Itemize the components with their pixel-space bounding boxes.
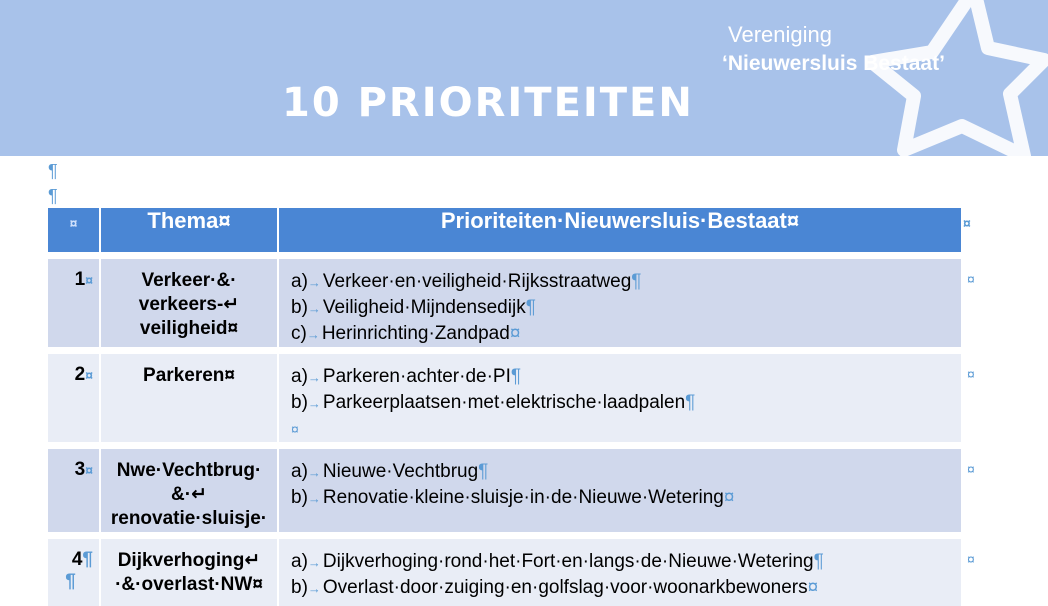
header-banner xyxy=(0,0,1048,156)
table-row xyxy=(48,351,1002,446)
list-item: a)→ Verkeer·en·veiligheid·Rijksstraatweg¶ xyxy=(291,271,642,292)
cell-end-mark: ¤ xyxy=(291,421,299,437)
header-priorities-cell: Prioriteiten·Nieuwersluis·Bestaat¤ xyxy=(278,208,962,256)
table-row xyxy=(48,536,1002,606)
list-item: a)→ Dijkverhoging·rond·het·Fort·en·langs·de·Nieuwe·Wetering¶ xyxy=(291,551,824,572)
row-priorities xyxy=(278,256,962,351)
row-end-mark: ¤ xyxy=(962,351,1002,446)
organization-name-line2: ‘Nieuwersluis Bestaat’ xyxy=(722,52,945,75)
list-item: b)→ Veiligheid·Mijndensedijk¶ xyxy=(291,297,536,318)
row-number: 1¤ xyxy=(48,256,100,351)
priorities-table xyxy=(48,208,1003,606)
row-theme: Dijkverhoging↵ ·&·overlast·NW¤ xyxy=(100,536,278,606)
row-theme: Verkeer·&· verkeers-↵ veiligheid¤ xyxy=(100,256,278,351)
list-item: b)→ Parkeerplaatsen·met·elektrische·laadpalen¶ xyxy=(291,392,696,413)
table-row xyxy=(48,446,1002,536)
row-theme: Parkeren¤ xyxy=(100,351,278,446)
row-number: 4¶ ¶ xyxy=(48,536,100,606)
row-end-mark: ¤ xyxy=(962,536,1002,606)
empty-paragraph-mark: ¶ xyxy=(48,161,58,181)
empty-paragraph-mark: ¶ xyxy=(48,186,58,206)
row-number: 3¤ xyxy=(48,446,100,536)
row-end-mark: ¤ xyxy=(962,256,1002,351)
page-title: 10 PRIORITEITEN xyxy=(282,80,694,126)
list-item: b)→ Overlast·door·zuiging·en·golfslag·voor·woonarkbewoners¤ xyxy=(291,577,819,598)
list-item: c)→ Herinrichting·Zandpad¤ xyxy=(291,323,521,344)
row-theme: Nwe·Vechtbrug· &·↵ renovatie·sluisje· xyxy=(100,446,278,536)
list-item: b)→ Renovatie·kleine·sluisje·in·de·Nieuwe·Wetering¤ xyxy=(291,487,735,508)
row-end-mark: ¤ xyxy=(962,446,1002,536)
header-num-cell: ¤ xyxy=(48,208,100,256)
row-priorities xyxy=(278,536,962,606)
list-item: a)→ Parkeren·achter·de·PI¶ xyxy=(291,366,522,387)
star-logo-icon xyxy=(862,0,1048,156)
table-header-row xyxy=(48,208,1002,256)
header-theme-cell: Thema¤ xyxy=(100,208,278,256)
row-number: 2¤ xyxy=(48,351,100,446)
list-item: a)→ Nieuwe·Vechtbrug¶ xyxy=(291,461,489,482)
row-priorities xyxy=(278,351,962,446)
row-priorities xyxy=(278,446,962,536)
organization-name-line1: Vereniging xyxy=(728,22,832,47)
table-row xyxy=(48,256,1002,351)
header-end-mark: ¤ xyxy=(962,208,1002,256)
